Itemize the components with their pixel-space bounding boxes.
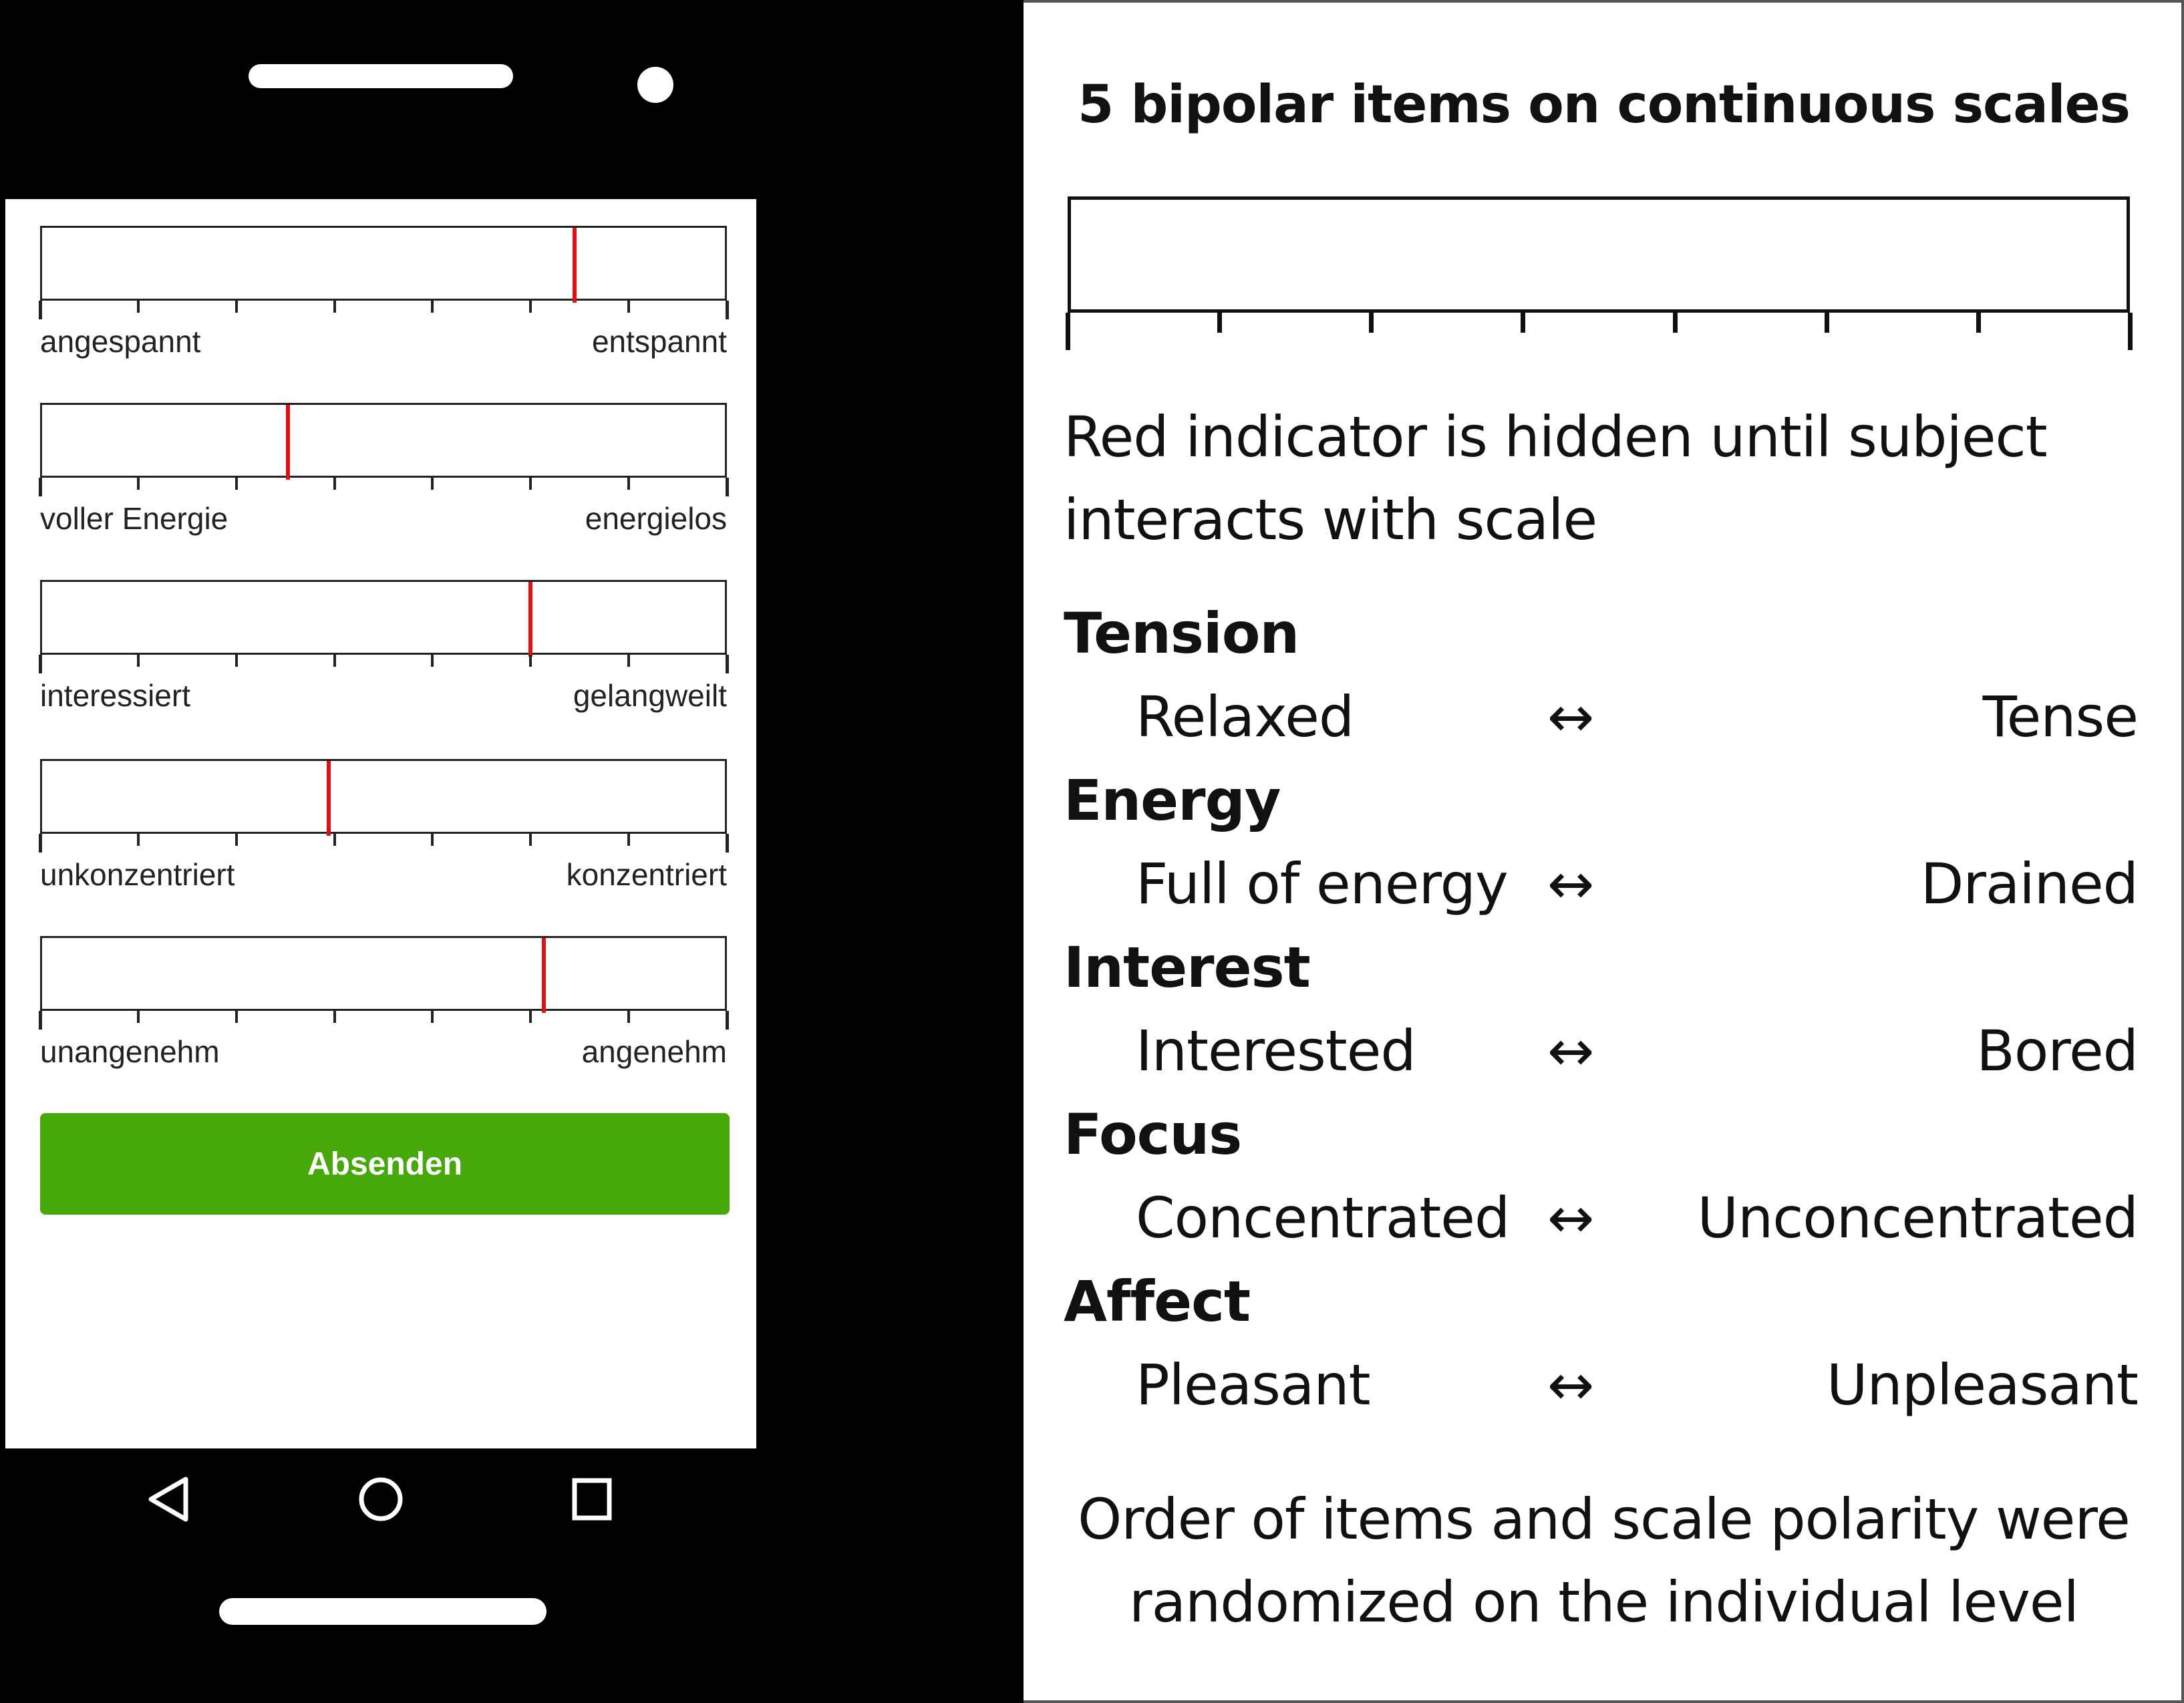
scale-tick <box>235 301 238 313</box>
scale-left-label: angespannt <box>40 324 201 359</box>
android-nav-bar <box>0 1448 1024 1529</box>
scale-tick <box>235 478 238 490</box>
item-left-pole: Pleasant <box>1136 1352 1370 1418</box>
item-left-pole: Concentrated <box>1136 1185 1510 1251</box>
left-right-arrow-icon: ↔ <box>1547 851 1595 917</box>
item-left-pole: Full of energy <box>1136 851 1508 917</box>
scale-ticks <box>40 478 727 496</box>
left-right-arrow-icon: ↔ <box>1547 1352 1595 1418</box>
item-left-pole: Interested <box>1136 1018 1416 1084</box>
scale-right-label: gelangweilt <box>573 678 727 713</box>
scale-ticks <box>40 834 727 853</box>
scale-tick <box>333 834 336 846</box>
left-right-arrow-icon: ↔ <box>1547 1018 1595 1084</box>
left-right-arrow-icon: ↔ <box>1547 1185 1595 1251</box>
item-right-pole: Drained <box>1920 851 2138 917</box>
example-scale-tick <box>1217 313 1222 333</box>
phone-speaker <box>249 64 513 88</box>
example-scale-tick <box>1673 313 1678 333</box>
scale-right-label: energielos <box>585 501 727 536</box>
scale-tick <box>235 655 238 667</box>
example-scale-tick <box>1976 313 1981 333</box>
scale-tick <box>726 834 729 853</box>
home-circle-icon[interactable] <box>357 1475 405 1527</box>
scale-tick <box>726 655 729 673</box>
scale-ticks <box>40 1011 727 1030</box>
example-scale-track <box>1068 196 2130 313</box>
panel-title: 5 bipolar items on continuous scales <box>1078 75 2130 135</box>
item-heading-interest: Interest <box>1064 935 1310 1000</box>
scale-tick <box>137 834 140 846</box>
scale-tick <box>333 478 336 490</box>
scale-left-label: interessiert <box>40 678 190 713</box>
item-heading-tension: Tension <box>1064 601 1299 666</box>
item-poles-interest <box>1024 1018 2138 1092</box>
rating-scale-interest[interactable] <box>35 580 730 740</box>
item-right-pole: Bored <box>1976 1018 2138 1084</box>
example-scale <box>1068 196 2130 357</box>
scale-tick <box>431 301 434 313</box>
rating-scale-tension[interactable] <box>35 226 730 386</box>
scale-tick <box>39 834 42 853</box>
scale-tick <box>726 301 729 319</box>
item-poles-energy <box>1024 851 2138 925</box>
scale-tick <box>431 478 434 490</box>
recents-square-icon[interactable] <box>569 1475 615 1527</box>
item-poles-tension <box>1024 684 2138 758</box>
item-left-pole: Relaxed <box>1136 684 1354 750</box>
scale-track[interactable] <box>40 759 727 834</box>
scale-tick <box>431 834 434 846</box>
scale-tick <box>39 1011 42 1030</box>
scale-tick <box>431 655 434 667</box>
indicator-note: Red indicator is hidden until subject interacts with scale <box>1064 404 2047 553</box>
scale-left-label: unkonzentriert <box>40 857 235 892</box>
scale-tick <box>627 478 630 490</box>
scale-left-label: voller Energie <box>40 501 228 536</box>
scale-indicator[interactable] <box>528 582 532 657</box>
item-right-pole: Tense <box>1982 684 2138 750</box>
phone-screen <box>5 199 756 1448</box>
rating-scale-affect[interactable] <box>35 936 730 1096</box>
scale-indicator[interactable] <box>286 405 290 480</box>
scale-right-label: entspannt <box>591 324 727 359</box>
scale-tick <box>529 478 532 490</box>
scale-tick <box>529 301 532 313</box>
back-triangle-icon[interactable] <box>146 1475 191 1527</box>
phone-mockup <box>0 0 1024 1703</box>
scale-ticks <box>40 655 727 673</box>
scale-right-label: angenehm <box>581 1034 727 1069</box>
rating-scale-focus[interactable] <box>35 759 730 919</box>
scale-tick <box>726 1011 729 1030</box>
scale-tick <box>39 478 42 496</box>
scale-left-label: unangenehm <box>40 1034 220 1069</box>
scale-tick <box>333 1011 336 1023</box>
scale-track[interactable] <box>40 403 727 478</box>
home-indicator-bar <box>219 1598 547 1625</box>
example-scale-tick <box>2128 313 2133 350</box>
scale-tick <box>39 655 42 673</box>
scale-tick <box>627 834 630 846</box>
scale-right-label: konzentriert <box>566 857 727 892</box>
scale-track[interactable] <box>40 580 727 655</box>
item-heading-energy: Energy <box>1064 768 1281 833</box>
phone-camera <box>637 67 673 103</box>
example-scale-tick <box>1369 313 1374 333</box>
scale-tick <box>726 478 729 496</box>
scale-track[interactable] <box>40 226 727 301</box>
scale-tick <box>529 655 532 667</box>
item-poles-affect <box>1024 1352 2138 1426</box>
scale-tick <box>529 834 532 846</box>
example-scale-tick <box>1066 313 1070 350</box>
example-scale-tick <box>1521 313 1525 333</box>
scale-tick <box>627 1011 630 1023</box>
example-scale-tick <box>1825 313 1829 333</box>
scale-tick <box>137 478 140 490</box>
scale-indicator[interactable] <box>327 761 331 836</box>
scale-tick <box>627 655 630 667</box>
scale-track[interactable] <box>40 936 727 1011</box>
scale-ticks <box>40 301 727 319</box>
scale-tick <box>235 834 238 846</box>
scale-tick <box>137 655 140 667</box>
submit-button[interactable]: Absenden <box>40 1113 730 1215</box>
scale-tick <box>39 301 42 319</box>
scale-indicator[interactable] <box>542 938 546 1013</box>
item-right-pole: Unpleasant <box>1827 1352 2138 1418</box>
scale-tick <box>627 301 630 313</box>
scale-tick <box>333 655 336 667</box>
description-panel <box>1024 0 2184 1703</box>
item-poles-focus <box>1024 1185 2138 1259</box>
left-right-arrow-icon: ↔ <box>1547 684 1595 750</box>
scale-tick <box>137 301 140 313</box>
scale-tick <box>529 1011 532 1023</box>
order-note: Order of items and scale polarity were randomized on the individual level <box>1078 1487 2130 1635</box>
scale-tick <box>431 1011 434 1023</box>
item-right-pole: Unconcentrated <box>1697 1185 2138 1251</box>
scale-tick <box>235 1011 238 1023</box>
scale-tick <box>333 301 336 313</box>
scale-indicator[interactable] <box>573 228 577 303</box>
example-scale-ticks <box>1068 313 2130 350</box>
scale-tick <box>137 1011 140 1023</box>
item-heading-affect: Affect <box>1064 1269 1251 1334</box>
item-heading-focus: Focus <box>1064 1102 1242 1167</box>
rating-scale-energy[interactable] <box>35 403 730 563</box>
